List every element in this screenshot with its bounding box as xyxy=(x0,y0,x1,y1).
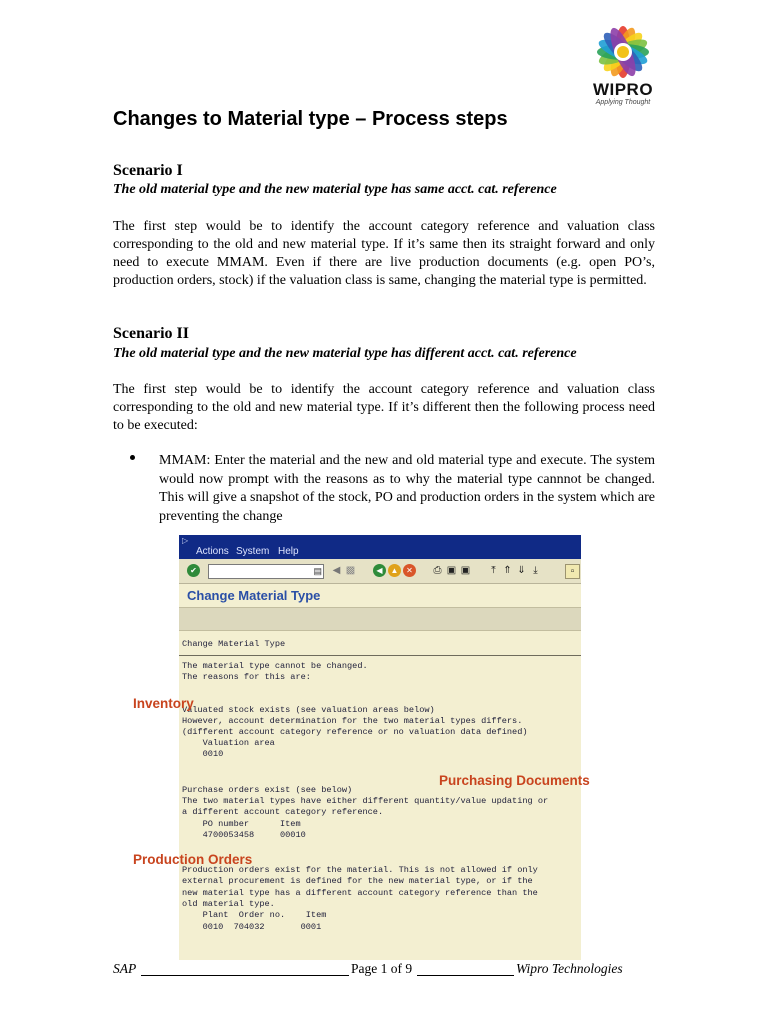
next-page-icon[interactable]: ⇓ xyxy=(517,565,526,576)
sap-menu-help[interactable]: Help xyxy=(278,546,299,557)
sap-output-line: 4700053458 00010 xyxy=(182,830,306,840)
save-icon[interactable]: ▩ xyxy=(345,565,356,576)
page-title: Changes to Material type – Process steps xyxy=(113,108,508,130)
sap-toolbar xyxy=(179,559,581,584)
sap-system-icon: ▷ xyxy=(182,536,189,545)
exit-icon[interactable]: ▲ xyxy=(388,564,401,577)
cancel-icon[interactable]: ✕ xyxy=(403,564,416,577)
scenario-2-subheading: The old material type and the new material type has different acct. cat. reference xyxy=(113,346,577,361)
find-next-icon[interactable]: ▣ xyxy=(460,565,471,576)
create-session-icon[interactable]: ▫ xyxy=(565,564,580,579)
print-icon[interactable]: ⎙ xyxy=(433,565,442,576)
sap-menu-actions[interactable]: Actions xyxy=(196,546,229,557)
sap-output-line: The two material types have either different quantity/value updating or xyxy=(182,796,549,806)
wipro-logo xyxy=(584,22,662,110)
sap-output-list xyxy=(179,631,581,960)
footer-rule-left xyxy=(141,975,349,976)
mmam-bullet-text: MMAM: Enter the material and the new and old material type and execute. The system would now prompt with the reasons as to why the material type cannnot be changed. This will give a snapshot of the stock, PO and production orders in the system which are preventing the change xyxy=(159,453,655,524)
sap-output-line: a different account category reference. xyxy=(182,807,384,817)
enter-check-icon[interactable]: ✔ xyxy=(187,564,200,577)
sap-output-line: Purchase orders exist (see below) xyxy=(182,785,353,795)
sap-output-line: external procurement is defined for the new material type, or if the xyxy=(182,876,533,886)
sap-output-line: Valuation area xyxy=(182,738,275,748)
sap-screenshot xyxy=(179,535,581,960)
sap-output-line: Production orders exist for the material. This is not allowed if only xyxy=(182,865,538,875)
footer-right-label: Wipro Technologies xyxy=(516,961,623,976)
sap-output-line: old material type. xyxy=(182,899,275,909)
sap-output-line: 0010 704032 0001 xyxy=(182,922,322,932)
sap-screen-title: Change Material Type xyxy=(187,588,321,603)
callout-purchasing-documents: Purchasing Documents xyxy=(439,773,590,788)
back-icon[interactable]: ◀ xyxy=(373,564,386,577)
scenario-1-heading: Scenario I xyxy=(113,162,183,179)
logo-tagline: Applying Thought xyxy=(595,99,651,106)
sap-output-line: Plant Order no. Item xyxy=(182,910,327,920)
sap-output-line: However, account determination for the two material types differs. xyxy=(182,716,523,726)
sap-output-line: (different account category reference or no valuation data defined) xyxy=(182,727,528,737)
callout-production-orders: Production Orders xyxy=(133,852,253,867)
footer-rule-right xyxy=(417,975,514,976)
previous-page-icon[interactable]: ⇑ xyxy=(503,565,512,576)
scenario-1-subheading: The old material type and the new material type has same acct. cat. reference xyxy=(113,182,557,197)
bullet-dot xyxy=(130,455,135,460)
footer-left-label: SAP xyxy=(113,961,137,976)
sap-output-line: new material type has a different account category reference than the xyxy=(182,888,538,898)
sap-output-line: The material type cannot be changed. xyxy=(182,661,368,671)
sap-output-line: 0010 xyxy=(182,749,224,759)
back-arrow-icon[interactable]: ◀ xyxy=(332,565,341,576)
command-dropdown-icon[interactable]: ▤ xyxy=(313,566,322,576)
sap-output-line: The reasons for this are: xyxy=(182,672,311,682)
scenario-2-paragraph: The first step would be to identify the account category reference and valuation class corresponding to the old and new material type. If it’s different then the following process need to be executed: xyxy=(113,382,655,433)
sap-menu-bar xyxy=(179,535,581,559)
last-page-icon[interactable]: ⤓ xyxy=(533,565,538,576)
find-icon[interactable]: ▣ xyxy=(446,565,457,576)
logo-brand: WIPRO xyxy=(592,80,654,99)
sap-output-line: PO number Item xyxy=(182,819,301,829)
sap-command-field[interactable] xyxy=(208,564,324,579)
sap-output-line: Valuated stock exists (see valuation areas below) xyxy=(182,705,435,715)
wipro-flower-icon xyxy=(591,22,655,82)
sap-application-toolbar xyxy=(179,607,581,631)
scenario-2-heading: Scenario II xyxy=(113,325,189,342)
sap-output-line: Change Material Type xyxy=(182,639,286,649)
sap-menu-system[interactable]: System xyxy=(236,546,270,557)
scenario-1-paragraph: The first step would be to identify the account category reference and valuation class corresponding to the old and new material type. If it’s same then its straight forward and only need to execute MMAM. Even if there are live production documents (e.g. open PO’s, production orders, stock) if the valuation class is same, changing the material type is permitted. xyxy=(113,219,655,288)
callout-inventory: Inventory xyxy=(133,696,194,711)
footer-page-number: Page 1 of 9 xyxy=(351,961,413,976)
sap-output-divider xyxy=(179,655,581,656)
first-page-icon[interactable]: ⤒ xyxy=(491,565,496,576)
